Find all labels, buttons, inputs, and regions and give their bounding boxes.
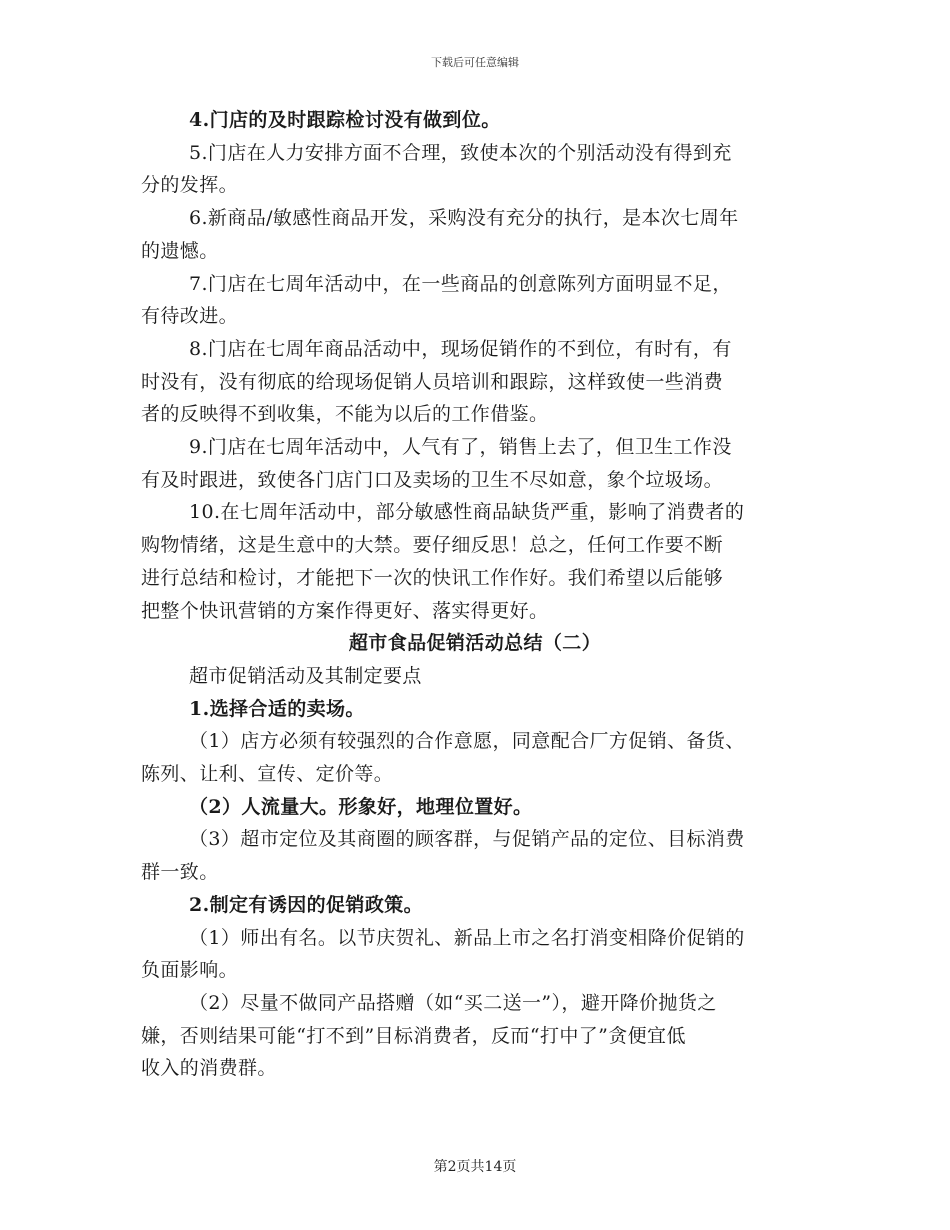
- point-2-heading: 2.制定有诱因的促销政策。: [189, 893, 424, 916]
- paragraph-10-line-4: 把整个快讯营销的方案作得更好、落实得更好。: [141, 599, 549, 622]
- page-footer: 第2页共14页: [433, 1159, 517, 1175]
- list-item-4-heading: 4.门店的及时跟踪检讨没有做到位。: [189, 109, 501, 131]
- point-1-item-3-line-2: 群一致。: [141, 861, 219, 884]
- point-1-item-1-line-2: 陈列、让利、宣传、定价等。: [141, 763, 394, 786]
- paragraph-7-line-2: 有待改进。: [141, 305, 239, 328]
- paragraph-6-line-1: 6.新商品/敏感性商品开发，采购没有充分的执行，是本次七周年: [189, 207, 739, 230]
- point-1-heading: 1.选择合适的卖场。: [189, 697, 365, 720]
- point-2-item-2-line-3: 收入的消费群。: [141, 1057, 277, 1080]
- point-1-item-1-line-1: （1）店方必须有较强烈的合作意愿，同意配合厂方促销、备货、: [189, 730, 745, 753]
- section-intro: 超市促销活动及其制定要点: [189, 664, 422, 687]
- point-1-item-3-line-1: （3）超市定位及其商圈的顾客群，与促销产品的定位、目标消费: [189, 828, 745, 851]
- paragraph-10-line-1: 10.在七周年活动中，部分敏感性商品缺货严重，影响了消费者的: [189, 501, 745, 524]
- paragraph-10-line-2: 购物情绪，这是生意中的大禁。要仔细反思！总之，任何工作要不断: [141, 534, 724, 557]
- point-2-item-1-line-1: （1）师出有名。以节庆贺礼、新品上市之名打消变相降价促销的: [189, 926, 745, 949]
- point-2-item-2-line-2: 嫌，否则结果可能“打不到”目标消费者，反而“打中了”贪便宜低: [141, 1024, 686, 1047]
- paragraph-8-line-3: 者的反映得不到收集，不能为以后的工作借鉴。: [141, 403, 549, 426]
- paragraph-9-line-2: 有及时跟进，致使各门店门口及卖场的卫生不尽如意，象个垃圾场。: [141, 468, 724, 491]
- point-2-item-2-line-1: （2）尽量不做同产品搭赠（如“买二送一”），避开降价抛货之: [189, 991, 717, 1014]
- document-body: [141, 104, 809, 1085]
- paragraph-5-line-1: 5.门店在人力安排方面不合理，致使本次的个别活动没有得到充: [189, 141, 732, 164]
- point-2-item-1-line-2: 负面影响。: [141, 959, 239, 982]
- paragraph-5-line-2: 分的发挥。: [141, 174, 239, 197]
- page-header: 下载后可任意编辑: [431, 56, 519, 69]
- paragraph-10-line-3: 进行总结和检讨，才能把下一次的快讯工作作好。我们希望以后能够: [141, 566, 724, 589]
- paragraph-6-line-2: 的遗憾。: [141, 239, 219, 262]
- paragraph-7-line-1: 7.门店在七周年活动中，在一些商品的创意陈列方面明显不足，: [189, 272, 732, 295]
- point-1-item-2: （2）人流量大。形象好，地理位置好。: [189, 795, 533, 818]
- section-title: 超市食品促销活动总结（二）: [348, 632, 602, 655]
- paragraph-8-line-2: 时没有，没有彻底的给现场促销人员培训和跟踪，这样致使一些消费: [141, 370, 724, 393]
- paragraph-8-line-1: 8.门店在七周年商品活动中，现场促销作的不到位，有时有，有: [189, 337, 732, 360]
- paragraph-9-line-1: 9.门店在七周年活动中，人气有了，销售上去了，但卫生工作没: [189, 436, 732, 459]
